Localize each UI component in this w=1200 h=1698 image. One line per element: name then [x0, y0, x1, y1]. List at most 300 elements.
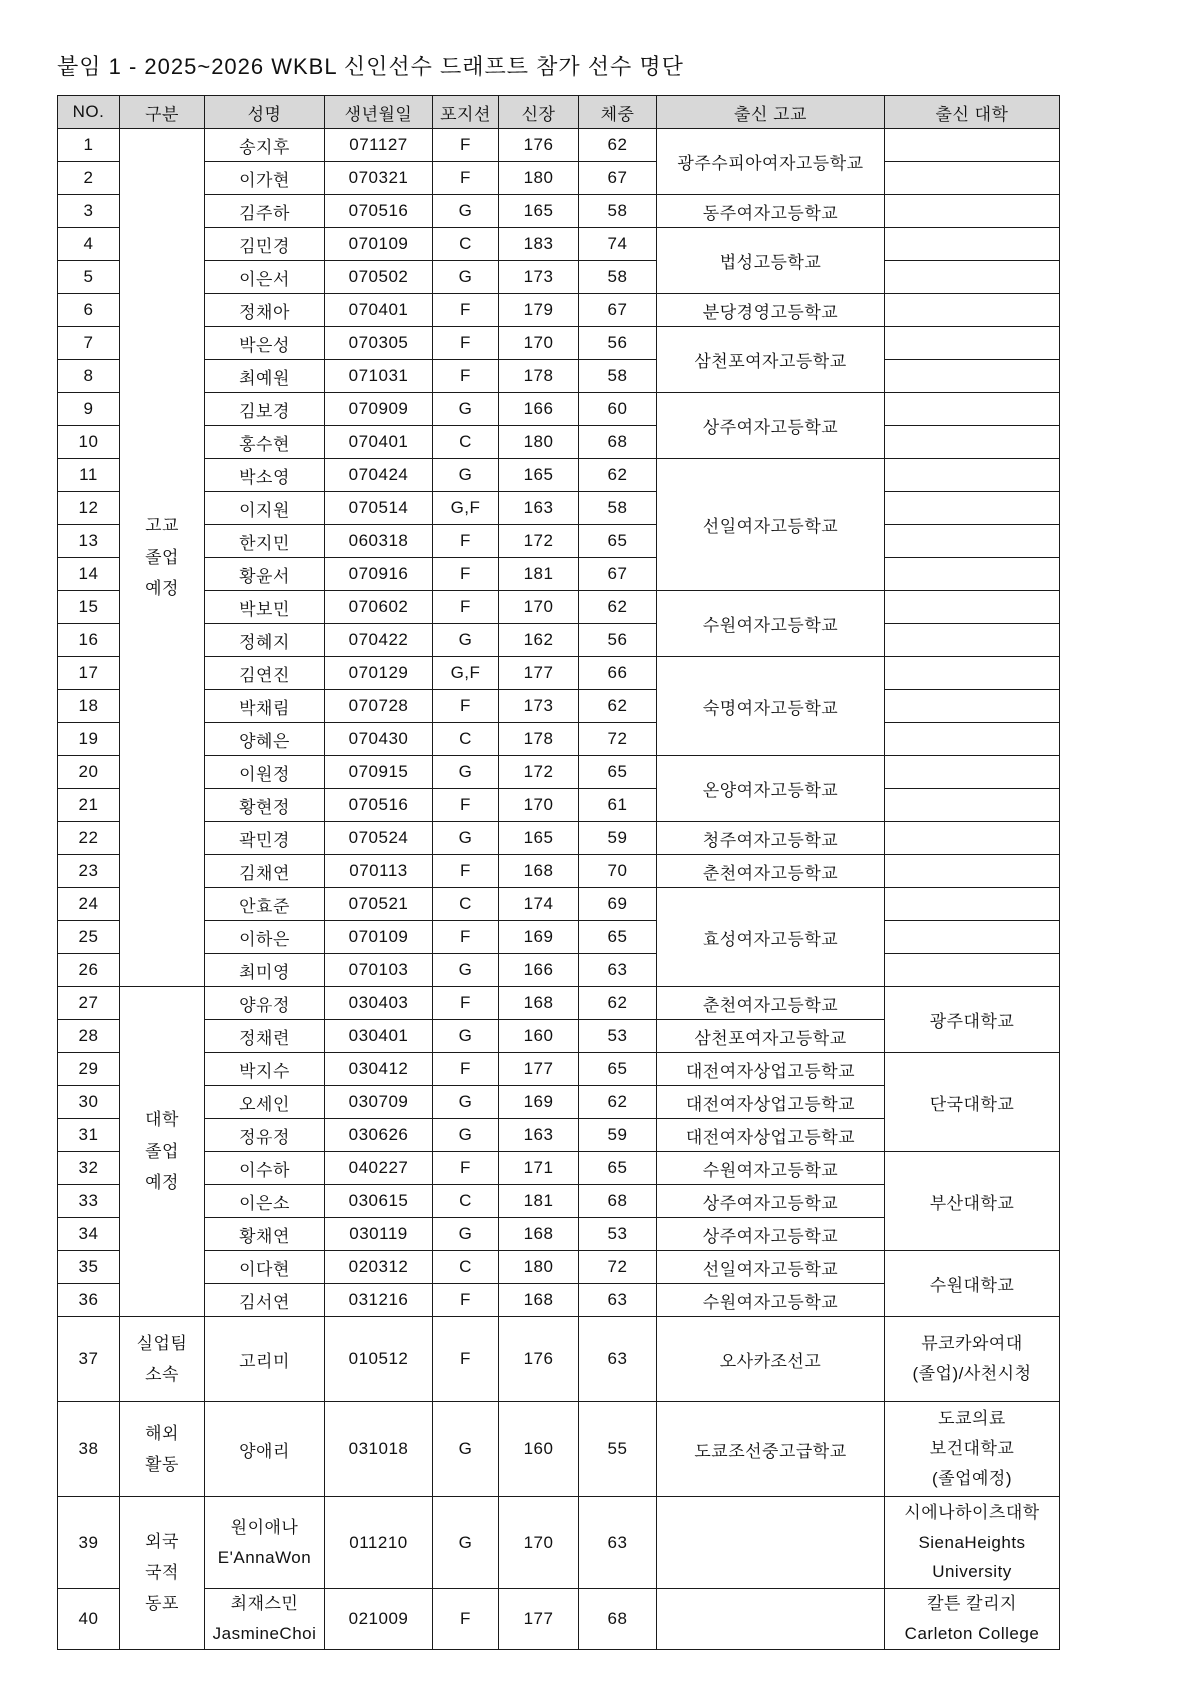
cell-birthdate: 070909 — [325, 393, 433, 426]
cell-university — [885, 261, 1060, 294]
cell-no: 31 — [58, 1119, 120, 1152]
cell-weight: 65 — [579, 1053, 657, 1086]
cell-name: 박보민 — [205, 591, 325, 624]
table-row — [58, 624, 1060, 657]
cell-highschool: 숙명여자고등학교 — [657, 657, 885, 756]
cell-birthdate: 070422 — [325, 624, 433, 657]
cell-height: 163 — [499, 1119, 579, 1152]
table-row — [58, 690, 1060, 723]
cell-position: G,F — [433, 657, 499, 690]
page-title: 붙임 1 - 2025~2026 WKBL 신인선수 드래프트 참가 선수 명단 — [57, 54, 684, 79]
cell-name: 이수하 — [205, 1152, 325, 1185]
cell-birthdate: 070602 — [325, 591, 433, 624]
table-row — [58, 657, 1060, 690]
cell-university — [885, 459, 1060, 492]
cell-no: 40 — [58, 1589, 120, 1650]
table-row — [58, 1152, 1060, 1185]
cell-name: 김채연 — [205, 855, 325, 888]
cell-position: C — [433, 723, 499, 756]
column-header: 포지션 — [433, 96, 499, 129]
cell-position: F — [433, 327, 499, 360]
cell-name: 양유정 — [205, 987, 325, 1020]
cell-height: 177 — [499, 657, 579, 690]
cell-height: 160 — [499, 1020, 579, 1053]
cell-birthdate: 031018 — [325, 1402, 433, 1497]
cell-birthdate: 070502 — [325, 261, 433, 294]
cell-weight: 68 — [579, 426, 657, 459]
cell-weight: 58 — [579, 492, 657, 525]
cell-weight: 58 — [579, 360, 657, 393]
cell-position: G — [433, 822, 499, 855]
cell-university — [885, 690, 1060, 723]
cell-position: G — [433, 1086, 499, 1119]
cell-university: 수원대학교 — [885, 1251, 1060, 1317]
column-header: 구분 — [120, 96, 205, 129]
cell-position: F — [433, 789, 499, 822]
cell-name: 오세인 — [205, 1086, 325, 1119]
cell-university: 시에나하이츠대학 SienaHeights University — [885, 1497, 1060, 1589]
cell-height: 173 — [499, 261, 579, 294]
table-body — [58, 129, 1060, 1650]
cell-height: 171 — [499, 1152, 579, 1185]
cell-no: 32 — [58, 1152, 120, 1185]
cell-position: F — [433, 987, 499, 1020]
cell-weight: 55 — [579, 1402, 657, 1497]
cell-name: 박소영 — [205, 459, 325, 492]
table-row — [58, 822, 1060, 855]
cell-no: 25 — [58, 921, 120, 954]
column-header: 생년월일 — [325, 96, 433, 129]
cell-birthdate: 030709 — [325, 1086, 433, 1119]
cell-position: F — [433, 1284, 499, 1317]
cell-name: 박지수 — [205, 1053, 325, 1086]
cell-university — [885, 789, 1060, 822]
cell-category: 고교 졸업 예정 — [120, 129, 205, 987]
table-row — [58, 360, 1060, 393]
cell-position: C — [433, 1185, 499, 1218]
cell-position: G — [433, 1402, 499, 1497]
cell-position: G — [433, 624, 499, 657]
cell-birthdate: 031216 — [325, 1284, 433, 1317]
cell-position: F — [433, 294, 499, 327]
cell-weight: 63 — [579, 1317, 657, 1402]
cell-no: 34 — [58, 1218, 120, 1251]
cell-no: 10 — [58, 426, 120, 459]
table-row — [58, 459, 1060, 492]
cell-highschool — [657, 1589, 885, 1650]
table-row — [58, 162, 1060, 195]
cell-weight: 67 — [579, 558, 657, 591]
cell-weight: 56 — [579, 624, 657, 657]
table-row — [58, 1497, 1060, 1589]
cell-name: 홍수현 — [205, 426, 325, 459]
cell-height: 180 — [499, 162, 579, 195]
cell-position: G,F — [433, 492, 499, 525]
table-row — [58, 492, 1060, 525]
cell-no: 6 — [58, 294, 120, 327]
cell-birthdate: 060318 — [325, 525, 433, 558]
cell-name: 이지원 — [205, 492, 325, 525]
cell-height: 172 — [499, 525, 579, 558]
cell-weight: 60 — [579, 393, 657, 426]
cell-position: F — [433, 129, 499, 162]
cell-name: 양혜은 — [205, 723, 325, 756]
cell-height: 176 — [499, 1317, 579, 1402]
cell-university — [885, 327, 1060, 360]
cell-position: F — [433, 1317, 499, 1402]
cell-university — [885, 525, 1060, 558]
cell-no: 39 — [58, 1497, 120, 1589]
cell-height: 168 — [499, 1218, 579, 1251]
column-header: 성명 — [205, 96, 325, 129]
cell-birthdate: 070424 — [325, 459, 433, 492]
cell-height: 162 — [499, 624, 579, 657]
cell-height: 180 — [499, 426, 579, 459]
cell-name: 황채연 — [205, 1218, 325, 1251]
cell-university — [885, 624, 1060, 657]
cell-highschool: 선일여자고등학교 — [657, 1251, 885, 1284]
cell-university — [885, 492, 1060, 525]
cell-weight: 65 — [579, 525, 657, 558]
table-row — [58, 987, 1060, 1020]
cell-height: 169 — [499, 1086, 579, 1119]
cell-birthdate: 070401 — [325, 294, 433, 327]
cell-university: 도쿄의료 보건대학교 (졸업예정) — [885, 1402, 1060, 1497]
table-row — [58, 1402, 1060, 1497]
cell-position: F — [433, 525, 499, 558]
cell-university — [885, 723, 1060, 756]
cell-height: 177 — [499, 1589, 579, 1650]
table-row — [58, 1317, 1060, 1402]
cell-name: 이가현 — [205, 162, 325, 195]
cell-weight: 63 — [579, 954, 657, 987]
cell-name: 이은서 — [205, 261, 325, 294]
cell-no: 38 — [58, 1402, 120, 1497]
cell-height: 170 — [499, 327, 579, 360]
table-row — [58, 261, 1060, 294]
cell-height: 170 — [499, 1497, 579, 1589]
cell-name: 황현정 — [205, 789, 325, 822]
cell-position: F — [433, 855, 499, 888]
cell-no: 23 — [58, 855, 120, 888]
cell-name: 김연진 — [205, 657, 325, 690]
cell-weight: 68 — [579, 1589, 657, 1650]
cell-highschool: 대전여자상업고등학교 — [657, 1053, 885, 1086]
cell-height: 165 — [499, 195, 579, 228]
cell-university — [885, 393, 1060, 426]
cell-no: 12 — [58, 492, 120, 525]
cell-highschool: 대전여자상업고등학교 — [657, 1119, 885, 1152]
cell-weight: 62 — [579, 459, 657, 492]
cell-category: 대학 졸업 예정 — [120, 987, 205, 1317]
cell-highschool: 상주여자고등학교 — [657, 1218, 885, 1251]
cell-weight: 61 — [579, 789, 657, 822]
cell-name: 정채련 — [205, 1020, 325, 1053]
cell-no: 7 — [58, 327, 120, 360]
cell-highschool: 수원여자고등학교 — [657, 1152, 885, 1185]
cell-height: 179 — [499, 294, 579, 327]
cell-position: G — [433, 1119, 499, 1152]
cell-name: 김민경 — [205, 228, 325, 261]
cell-no: 36 — [58, 1284, 120, 1317]
cell-highschool: 광주수피아여자고등학교 — [657, 129, 885, 195]
cell-university: 칼튼 칼리지 Carleton College — [885, 1589, 1060, 1650]
cell-birthdate: 021009 — [325, 1589, 433, 1650]
cell-no: 2 — [58, 162, 120, 195]
table-row — [58, 591, 1060, 624]
cell-highschool: 법성고등학교 — [657, 228, 885, 294]
cell-weight: 56 — [579, 327, 657, 360]
cell-weight: 65 — [579, 1152, 657, 1185]
cell-birthdate: 070514 — [325, 492, 433, 525]
table-row — [58, 525, 1060, 558]
cell-highschool: 상주여자고등학교 — [657, 393, 885, 459]
cell-highschool: 춘천여자고등학교 — [657, 855, 885, 888]
table-row — [58, 294, 1060, 327]
cell-name: 김서연 — [205, 1284, 325, 1317]
cell-university — [885, 294, 1060, 327]
cell-weight: 62 — [579, 690, 657, 723]
cell-no: 27 — [58, 987, 120, 1020]
cell-name: 안효준 — [205, 888, 325, 921]
cell-university: 광주대학교 — [885, 987, 1060, 1053]
cell-position: G — [433, 756, 499, 789]
table-row — [58, 558, 1060, 591]
cell-university — [885, 426, 1060, 459]
cell-birthdate: 010512 — [325, 1317, 433, 1402]
cell-height: 163 — [499, 492, 579, 525]
cell-position: G — [433, 195, 499, 228]
cell-height: 178 — [499, 360, 579, 393]
cell-no: 1 — [58, 129, 120, 162]
cell-height: 168 — [499, 1284, 579, 1317]
table-row — [58, 195, 1060, 228]
table-row — [58, 1053, 1060, 1086]
cell-height: 166 — [499, 393, 579, 426]
header-row — [58, 96, 1060, 129]
cell-name: 양애리 — [205, 1402, 325, 1497]
cell-weight: 67 — [579, 294, 657, 327]
column-header: NO. — [58, 96, 120, 129]
cell-position: F — [433, 1589, 499, 1650]
players-table — [57, 95, 1060, 1650]
cell-birthdate: 070129 — [325, 657, 433, 690]
cell-category: 실업팀 소속 — [120, 1317, 205, 1402]
cell-weight: 69 — [579, 888, 657, 921]
cell-weight: 53 — [579, 1020, 657, 1053]
cell-height: 170 — [499, 591, 579, 624]
cell-height: 165 — [499, 822, 579, 855]
cell-highschool: 오사카조선고 — [657, 1317, 885, 1402]
cell-weight: 72 — [579, 1251, 657, 1284]
cell-birthdate: 070524 — [325, 822, 433, 855]
cell-highschool: 수원여자고등학교 — [657, 591, 885, 657]
cell-position: F — [433, 1053, 499, 1086]
cell-weight: 59 — [579, 1119, 657, 1152]
cell-no: 3 — [58, 195, 120, 228]
cell-highschool: 청주여자고등학교 — [657, 822, 885, 855]
cell-weight: 62 — [579, 591, 657, 624]
cell-weight: 53 — [579, 1218, 657, 1251]
table-row — [58, 723, 1060, 756]
cell-birthdate: 070521 — [325, 888, 433, 921]
cell-weight: 58 — [579, 261, 657, 294]
cell-university — [885, 756, 1060, 789]
cell-no: 4 — [58, 228, 120, 261]
cell-university — [885, 855, 1060, 888]
cell-name: 정유정 — [205, 1119, 325, 1152]
cell-height: 166 — [499, 954, 579, 987]
cell-birthdate: 030401 — [325, 1020, 433, 1053]
cell-university — [885, 228, 1060, 261]
cell-position: C — [433, 1251, 499, 1284]
cell-weight: 62 — [579, 1086, 657, 1119]
cell-name: 최미영 — [205, 954, 325, 987]
cell-name: 이은소 — [205, 1185, 325, 1218]
cell-weight: 68 — [579, 1185, 657, 1218]
cell-position: G — [433, 261, 499, 294]
cell-no: 14 — [58, 558, 120, 591]
cell-highschool: 분당경영고등학교 — [657, 294, 885, 327]
cell-height: 181 — [499, 1185, 579, 1218]
cell-no: 22 — [58, 822, 120, 855]
cell-name: 김주하 — [205, 195, 325, 228]
cell-weight: 65 — [579, 756, 657, 789]
cell-position: G — [433, 1020, 499, 1053]
cell-birthdate: 030412 — [325, 1053, 433, 1086]
cell-height: 168 — [499, 987, 579, 1020]
cell-weight: 62 — [579, 129, 657, 162]
cell-highschool: 도쿄조선중고급학교 — [657, 1402, 885, 1497]
cell-name: 곽민경 — [205, 822, 325, 855]
cell-birthdate: 070915 — [325, 756, 433, 789]
cell-name: 박채림 — [205, 690, 325, 723]
table-row — [58, 921, 1060, 954]
cell-highschool: 대전여자상업고등학교 — [657, 1086, 885, 1119]
cell-birthdate: 040227 — [325, 1152, 433, 1185]
cell-birthdate: 070109 — [325, 228, 433, 261]
cell-university — [885, 129, 1060, 162]
cell-no: 11 — [58, 459, 120, 492]
cell-university — [885, 921, 1060, 954]
cell-position: G — [433, 393, 499, 426]
cell-height: 165 — [499, 459, 579, 492]
cell-no: 5 — [58, 261, 120, 294]
table-row — [58, 393, 1060, 426]
cell-birthdate: 070321 — [325, 162, 433, 195]
cell-no: 19 — [58, 723, 120, 756]
cell-no: 8 — [58, 360, 120, 393]
column-header: 출신 고교 — [657, 96, 885, 129]
cell-height: 169 — [499, 921, 579, 954]
cell-birthdate: 070430 — [325, 723, 433, 756]
cell-height: 172 — [499, 756, 579, 789]
column-header: 체중 — [579, 96, 657, 129]
cell-highschool: 효성여자고등학교 — [657, 888, 885, 987]
cell-weight: 74 — [579, 228, 657, 261]
cell-no: 17 — [58, 657, 120, 690]
cell-height: 181 — [499, 558, 579, 591]
cell-birthdate: 070109 — [325, 921, 433, 954]
cell-highschool — [657, 1497, 885, 1589]
cell-birthdate: 070305 — [325, 327, 433, 360]
cell-name: 박은성 — [205, 327, 325, 360]
table-row — [58, 954, 1060, 987]
cell-position: F — [433, 360, 499, 393]
cell-university — [885, 954, 1060, 987]
cell-birthdate: 030119 — [325, 1218, 433, 1251]
cell-no: 30 — [58, 1086, 120, 1119]
cell-name: 황윤서 — [205, 558, 325, 591]
cell-position: F — [433, 921, 499, 954]
cell-no: 18 — [58, 690, 120, 723]
cell-no: 24 — [58, 888, 120, 921]
cell-height: 177 — [499, 1053, 579, 1086]
cell-birthdate: 030615 — [325, 1185, 433, 1218]
cell-position: G — [433, 1218, 499, 1251]
cell-university — [885, 360, 1060, 393]
cell-weight: 66 — [579, 657, 657, 690]
cell-no: 33 — [58, 1185, 120, 1218]
cell-birthdate: 030403 — [325, 987, 433, 1020]
cell-position: C — [433, 888, 499, 921]
cell-university — [885, 888, 1060, 921]
cell-birthdate: 070113 — [325, 855, 433, 888]
cell-name: 정채아 — [205, 294, 325, 327]
cell-height: 183 — [499, 228, 579, 261]
column-header: 출신 대학 — [885, 96, 1060, 129]
cell-height: 168 — [499, 855, 579, 888]
cell-position: F — [433, 162, 499, 195]
cell-no: 13 — [58, 525, 120, 558]
cell-university — [885, 195, 1060, 228]
cell-university — [885, 657, 1060, 690]
cell-name: 한지민 — [205, 525, 325, 558]
cell-name: 김보경 — [205, 393, 325, 426]
cell-weight: 63 — [579, 1497, 657, 1589]
cell-no: 29 — [58, 1053, 120, 1086]
table-header — [58, 96, 1060, 129]
cell-height: 160 — [499, 1402, 579, 1497]
cell-university: 단국대학교 — [885, 1053, 1060, 1152]
cell-name: 송지후 — [205, 129, 325, 162]
cell-birthdate: 070728 — [325, 690, 433, 723]
cell-height: 180 — [499, 1251, 579, 1284]
cell-category: 외국 국적 동포 — [120, 1497, 205, 1650]
cell-highschool: 삼천포여자고등학교 — [657, 1020, 885, 1053]
cell-position: G — [433, 459, 499, 492]
cell-height: 170 — [499, 789, 579, 822]
cell-highschool: 춘천여자고등학교 — [657, 987, 885, 1020]
cell-highschool: 수원여자고등학교 — [657, 1284, 885, 1317]
cell-university — [885, 591, 1060, 624]
cell-height: 174 — [499, 888, 579, 921]
cell-name: 이원정 — [205, 756, 325, 789]
cell-highschool: 동주여자고등학교 — [657, 195, 885, 228]
cell-position: C — [433, 426, 499, 459]
column-header: 신장 — [499, 96, 579, 129]
cell-birthdate: 070516 — [325, 195, 433, 228]
cell-name: 이하은 — [205, 921, 325, 954]
cell-height: 176 — [499, 129, 579, 162]
cell-category: 해외 활동 — [120, 1402, 205, 1497]
cell-no: 35 — [58, 1251, 120, 1284]
cell-name: 최재스민 JasmineChoi — [205, 1589, 325, 1650]
cell-height: 178 — [499, 723, 579, 756]
cell-highschool: 상주여자고등학교 — [657, 1185, 885, 1218]
table-row — [58, 855, 1060, 888]
cell-position: F — [433, 690, 499, 723]
